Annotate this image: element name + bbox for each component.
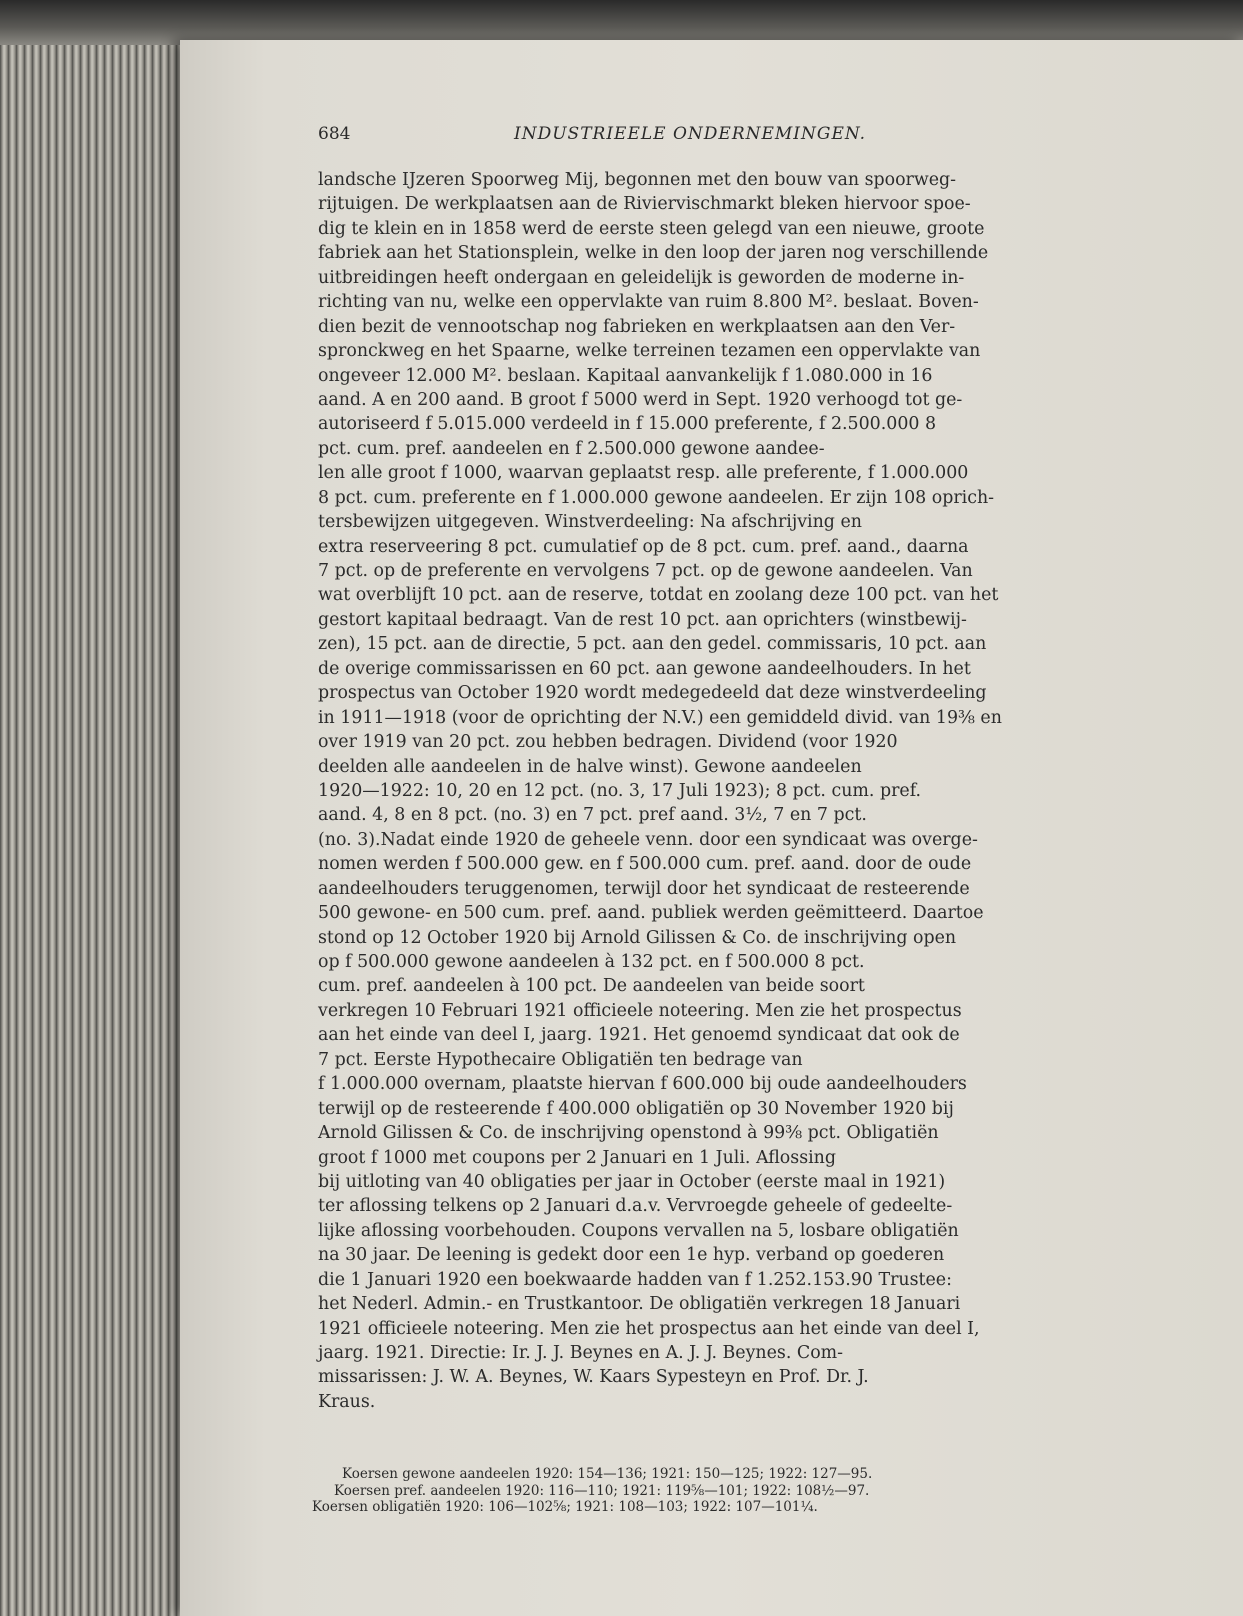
- text-line: stond op 12 October 1920 bij Arnold Gilissen & Co. de inschrijving open: [318, 927, 957, 948]
- text-line: groot f 1000 met coupons per 2 Januari en 1 Juli. Aflossing: [318, 1147, 837, 1168]
- running-title: INDUSTRIEELE ONDERNEMINGEN.: [514, 124, 867, 144]
- text-line: aan het einde van deel I, jaarg. 1921. Het genoemd syndicaat dat ook de: [318, 1025, 960, 1046]
- text-line: 1920—1922: 10, 20 en 12 pct. (no. 3, 17 Juli 1923); 8 pct. cum. pref.: [318, 780, 922, 801]
- text-line: zen), 15 pct. aan de directie, 5 pct. aan den gedel. commissaris, 10 pct. aan: [318, 634, 987, 655]
- text-line: autoriseerd f 5.015.000 verdeeld in f 15.000 preferente, f 2.500.000 8: [318, 414, 937, 435]
- text-line: extra reserveering 8 pct. cumulatief op de 8 pct. cum. pref. aand., daarna: [318, 536, 969, 557]
- text-line: over 1919 van 20 pct. zou hebben bedragen. Dividend (voor 1920: [318, 732, 898, 753]
- top-shadow: [0, 0, 1243, 45]
- text-line: rijtuigen. De werkplaatsen aan de Riviervischmarkt bleken hiervoor spoe-: [318, 194, 971, 215]
- text-line: 1921 officieele noteering. Men zie het prospectus aan het einde van deel I,: [318, 1318, 980, 1339]
- text-line: spronckweg en het Spaarne, welke terreinen tezamen een oppervlakte van: [318, 341, 981, 362]
- text-line: aandeelhouders teruggenomen, terwijl door het syndicaat de resteerende: [318, 878, 970, 899]
- text-line: bij uitloting van 40 obligaties per jaar in October (eerste maal in 1921): [318, 1171, 946, 1192]
- text-line: lijke aflossing voorbehouden. Coupons vervallen na 5, losbare obligatiën: [318, 1220, 959, 1241]
- text-line: ter aflossing telkens op 2 Januari d.a.v. Vervroegde geheele of gedeelte-: [318, 1196, 953, 1217]
- text-line: cum. pref. aandeelen à 100 pct. De aandeelen van beide soort: [318, 976, 865, 997]
- footnote-koersen-obligaties: Koersen obligatiën 1920: 106—102⅝; 1921: 108—103; 1922: 107—101¼.: [312, 1499, 818, 1515]
- text-line: verkregen 10 Februari 1921 officieele noteering. Men zie het prospectus: [318, 1000, 962, 1021]
- text-line: gestort kapitaal bedraagt. Van de rest 10 pct. aan oprichters (winstbewij-: [318, 609, 967, 630]
- text-line: missarissen: J. W. A. Beynes, W. Kaars Sypesteyn en Prof. Dr. J.: [318, 1367, 869, 1388]
- text-line: tersbewijzen uitgegeven. Winstverdeeling: Na afschrijving en: [318, 512, 862, 533]
- text-line: Kraus.: [318, 1391, 376, 1412]
- text-line: 8 pct. cum. preferente en f 1.000.000 gewone aandeelen. Er zijn 108 oprich-: [318, 487, 995, 508]
- text-line: dig te klein en in 1858 werd de eerste steen gelegd van een nieuwe, groote: [318, 218, 985, 239]
- text-line: dien bezit de vennootschap nog fabrieken en werkplaatsen aan den Ver-: [318, 316, 956, 337]
- text-line: richting van nu, welke een oppervlakte van ruim 8.800 M². beslaat. Boven-: [318, 292, 979, 313]
- footnotes: [312, 1466, 1132, 1516]
- text-line: prospectus van October 1920 wordt medegedeeld dat deze winstverdeeling: [318, 683, 987, 704]
- text-line: in 1911—1918 (voor de oprichting der N.V.) een gemiddeld divid. van 19⅜ en: [318, 707, 1002, 728]
- text-line: die 1 Januari 1920 een boekwaarde hadden van f 1.252.153.90 Trustee:: [318, 1269, 952, 1290]
- text-line: aand. A en 200 aand. B groot f 5000 werd in Sept. 1920 verhoogd tot ge-: [318, 389, 963, 410]
- text-line: de overige commissarissen en 60 pct. aan gewone aandeelhouders. In het: [318, 658, 971, 679]
- text-line: terwijl op de resteerende f 400.000 obligatiën op 30 November 1920 bij: [318, 1098, 954, 1119]
- text-line: 7 pct. Eerste Hypothecaire Obligatiën ten bedrage van: [318, 1049, 803, 1070]
- text-line: uitbreidingen heeft ondergaan en geleidelijk is geworden de moderne in-: [318, 267, 965, 288]
- text-line: jaarg. 1921. Directie: Ir. J. J. Beynes en A. J. J. Beynes. Com-: [318, 1343, 844, 1363]
- text-line: 7 pct. op de preferente en vervolgens 7 pct. op de gewone aandeelen. Van: [318, 561, 973, 581]
- text-line: 500 gewone- en 500 cum. pref. aand. publiek werden geëmitteerd. Daartoe: [318, 903, 984, 924]
- page-number: 684: [318, 124, 351, 144]
- text-line: deelden alle aandeelen in de halve winst). Gewone aandeelen: [318, 756, 862, 777]
- text-line: Arnold Gilissen & Co. de inschrijving openstond à 99⅜ pct. Obligatiën: [318, 1123, 939, 1144]
- page-header: [318, 124, 1138, 150]
- text-line: fabriek aan het Stationsplein, welke in den loop der jaren nog verschillende: [318, 243, 989, 264]
- text-line: wat overblijft 10 pct. aan de reserve, totdat en zoolang deze 100 pct. van het: [318, 585, 999, 606]
- text-line: (no. 3).Nadat einde 1920 de geheele venn. door een syndicaat was overge-: [318, 829, 978, 850]
- text-line: na 30 jaar. De leening is gedekt door een 1e hyp. verband op goederen: [318, 1245, 945, 1266]
- text-line: f 1.000.000 overnam, plaatste hiervan f 600.000 bij oude aandeelhouders: [318, 1074, 967, 1095]
- body-text: [318, 168, 1168, 1414]
- text-line: ongeveer 12.000 M². beslaan. Kapitaal aanvankelijk f 1.080.000 in 16: [318, 365, 933, 386]
- text-line: op f 500.000 gewone aandeelen à 132 pct. en f 500.000 8 pct.: [318, 952, 865, 972]
- text-line: pct. cum. pref. aandeelen en f 2.500.000 gewone aandee-: [318, 438, 825, 459]
- text-line: nomen werden f 500.000 gew. en f 500.000 cum. pref. aand. door de oude: [318, 854, 972, 875]
- text-line: het Nederl. Admin.- en Trustkantoor. De obligatiën verkregen 18 Januari: [318, 1294, 961, 1315]
- text-line: len alle groot f 1000, waarvan geplaatst resp. alle preferente, f 1.000.000: [318, 463, 969, 484]
- text-line: aand. 4, 8 en 8 pct. (no. 3) en 7 pct. pref aand. 3½, 7 en 7 pct.: [318, 805, 867, 826]
- text-line: landsche IJzeren Spoorweg Mij, begonnen met den bouw van spoorweg-: [318, 170, 957, 190]
- footnote-koersen-gewone: Koersen gewone aandeelen 1920: 154—136; 1921: 150—125; 1922: 127—95.: [342, 1466, 873, 1482]
- footnote-koersen-pref: Koersen pref. aandeelen 1920: 116—110; 1921: 119⅝—101; 1922: 108½—97.: [334, 1482, 870, 1499]
